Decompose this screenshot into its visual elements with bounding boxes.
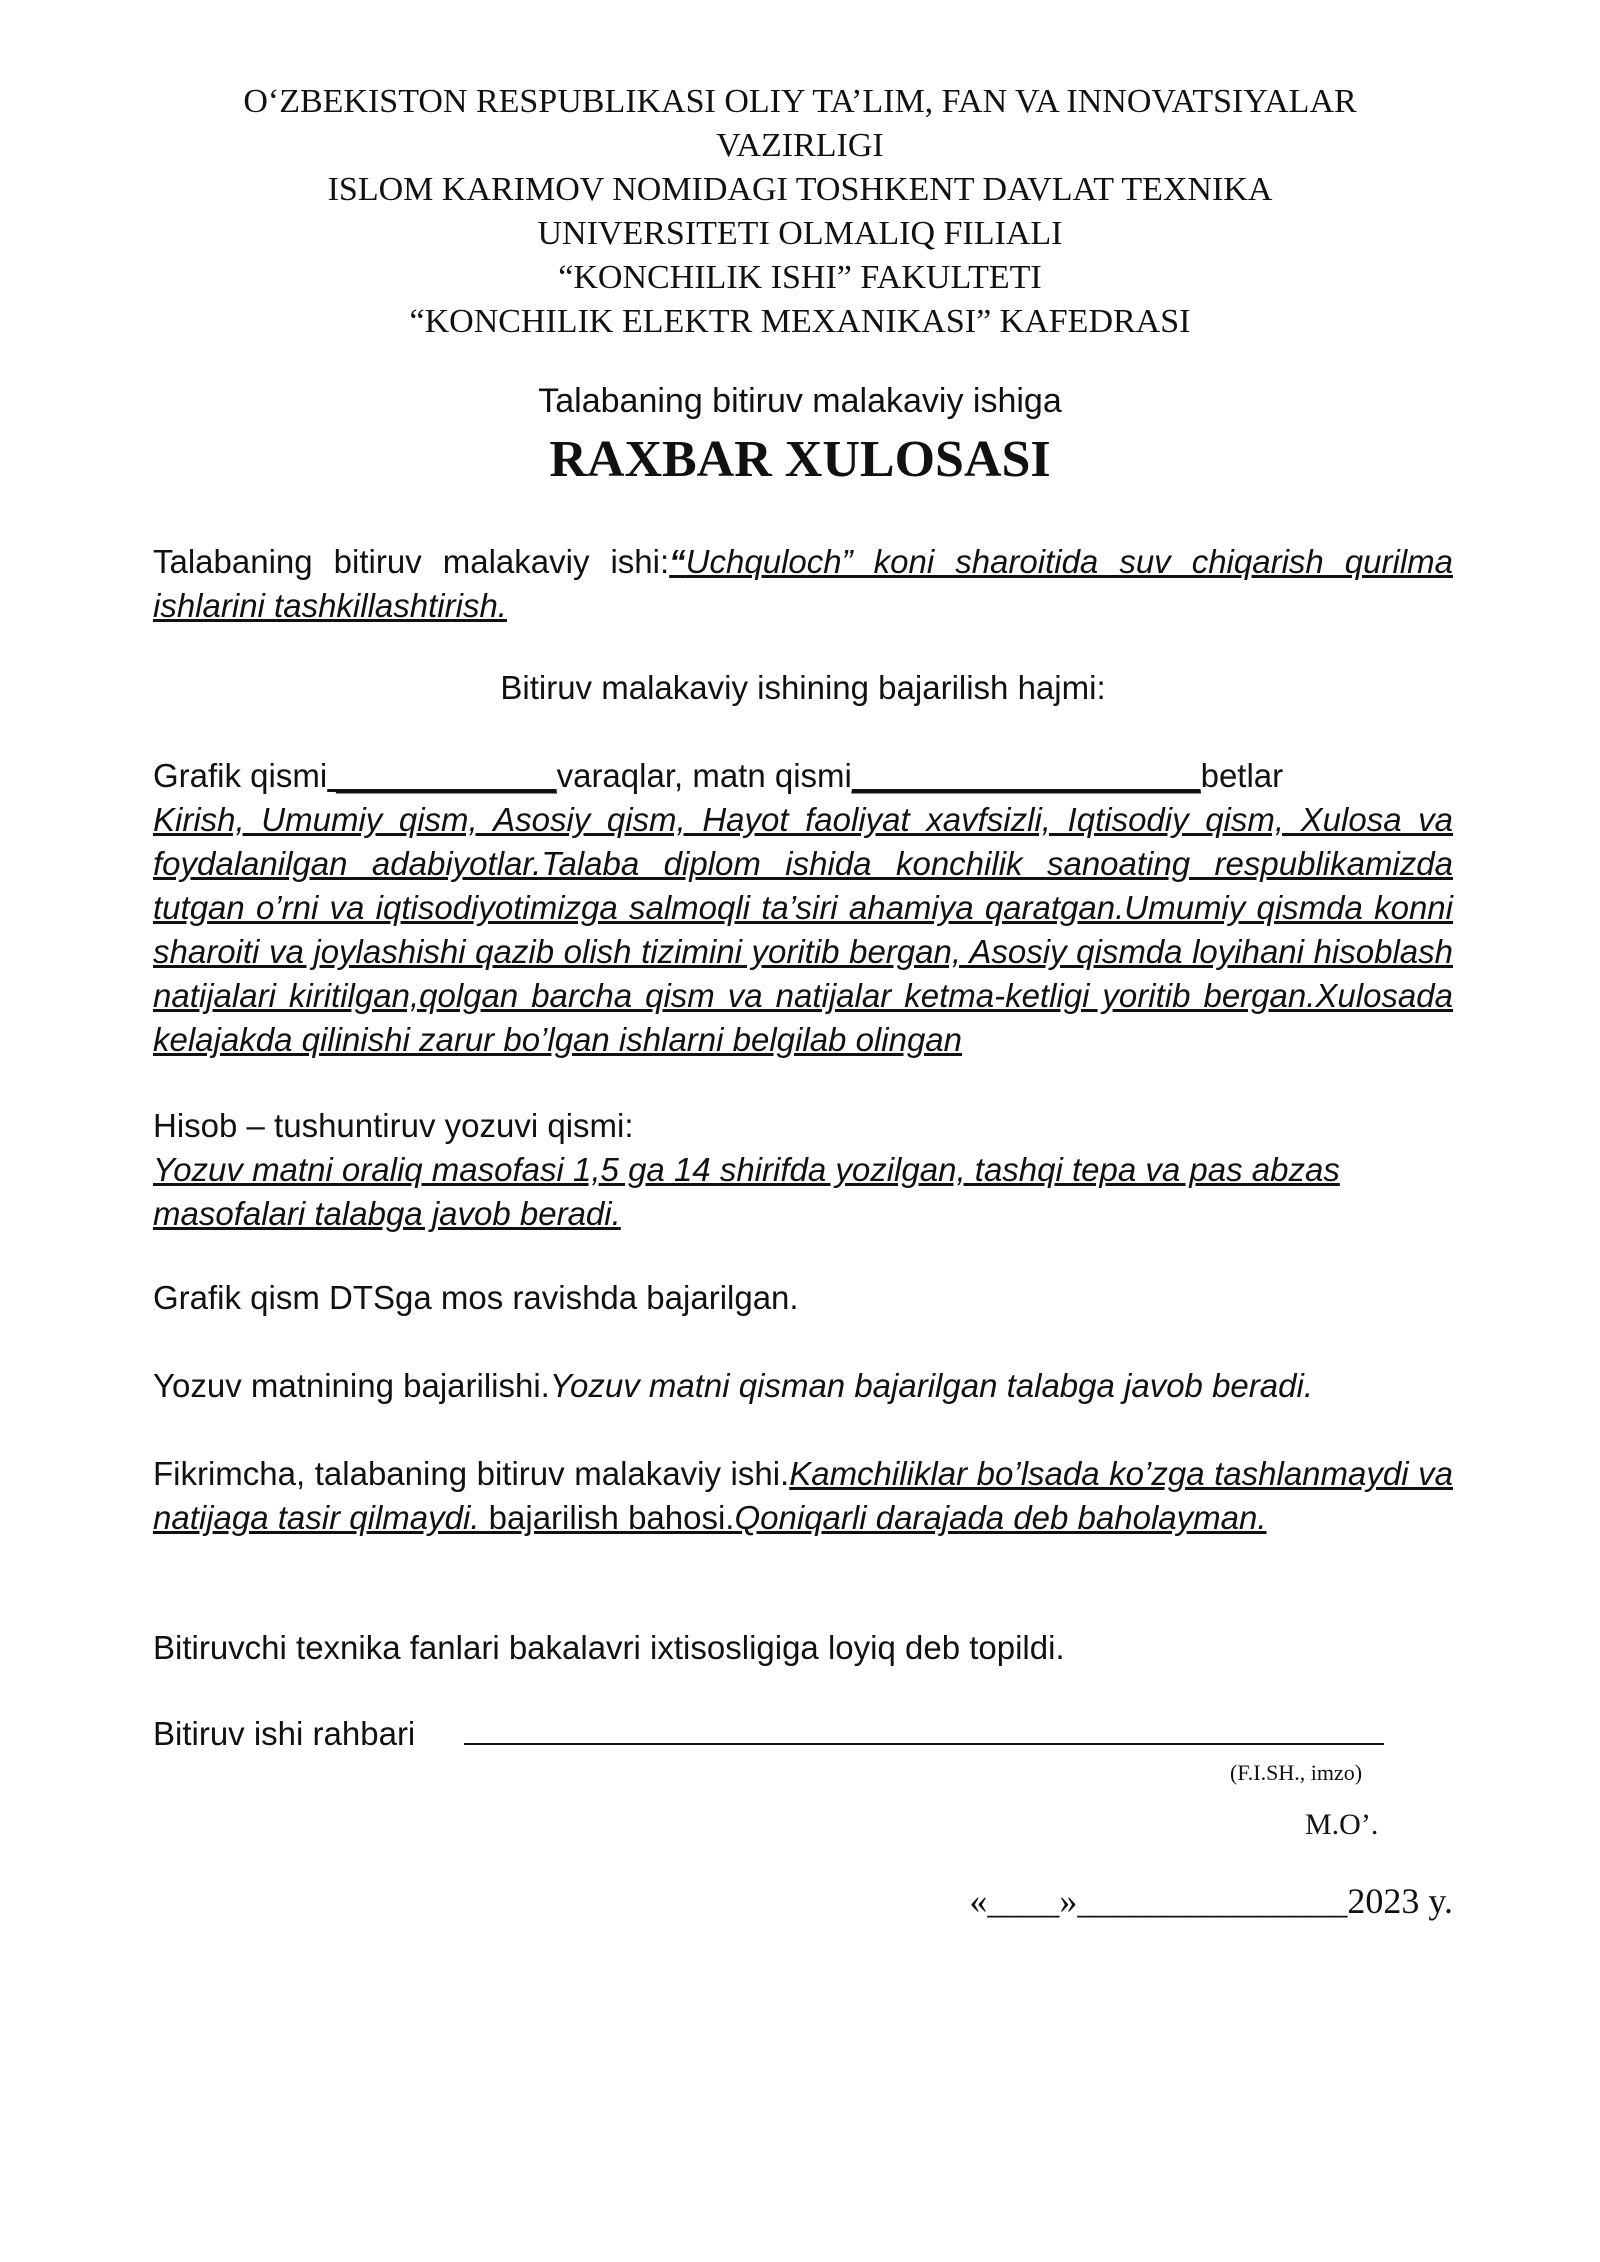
header-line-1: O‘ZBEKISTON RESPUBLIKASI OLIY TA’LIM, FAN VA INNOVATSIYALAR <box>243 83 1357 120</box>
signature-label: Bitiruv ishi rahbari <box>153 1715 416 1752</box>
header-line-5: “KONCHILIK ISHI” FAKULTETI <box>558 259 1042 296</box>
date-open-quote: « <box>969 1881 988 1921</box>
yozuv-value: Yozuv matni qisman bajarilgan talabga javob beradi. <box>549 1367 1313 1404</box>
opinion-label: Fikrimcha, talabaning bitiruv malakaviy ishi. <box>153 1455 790 1492</box>
hisob-paragraph <box>153 1104 1453 1236</box>
document-subtitle: Talabaning bitiruv malakaviy ishiga <box>538 382 1062 420</box>
grafik-label: Grafik qismi <box>153 757 328 794</box>
date-month-blank: _______________ <box>1077 1881 1348 1921</box>
signature-line <box>464 1715 1384 1745</box>
volume-paragraph <box>153 754 1453 1062</box>
work-topic-label: Talabaning bitiruv malakaviy ishi: <box>153 543 670 580</box>
opinion-value: Kamchiliklar bo’lsada ko’zga tashlanmaydi va natijaga tasir qilmaydi. <box>153 1455 1453 1536</box>
text-pages-blank: ___________________ <box>851 757 1201 794</box>
seal-mark: M.O’. <box>1305 1808 1379 1841</box>
header-line-3: ISLOM KARIMOV NOMIDAGI TOSHKENT DAVLAT TEXNIKA <box>327 171 1273 208</box>
work-topic-paragraph <box>153 540 1453 628</box>
header-line-2: VAZIRLIGI <box>716 127 884 164</box>
betlar-label: betlar <box>1200 757 1284 794</box>
yozuv-label: Yozuv matnining bajarilishi. <box>153 1367 550 1404</box>
volume-heading: Bitiruv malakaviy ishining bajarilish hajmi: <box>500 669 1106 706</box>
date-close-quote: » <box>1059 1881 1078 1921</box>
signature-caption: (F.I.SH., imzo) <box>1230 1760 1363 1785</box>
date-day-blank: ____ <box>987 1881 1060 1921</box>
hisob-value: Yozuv matni oraliq masofasi 1,5 ga 14 shirifda yozilgan, tashqi tepa va pas abzas masofalari talabga javob beradi. <box>153 1151 1340 1232</box>
header-line-4: UNIVERSITETI OLMALIQ FILIALI <box>537 215 1063 252</box>
grade-value: Qoniqarli darajada deb baholayman. <box>734 1499 1267 1536</box>
grafik-statement: Grafik qism DTSga mos ravishda bajarilgan. <box>153 1279 799 1316</box>
conclusion-statement: Bitiruvchi texnika fanlari bakalavri ixtisosligiga loyiq deb topildi. <box>153 1629 1065 1666</box>
date-line <box>969 1880 1453 1922</box>
signature-row <box>153 1712 1453 1756</box>
document-title: RAXBAR XULOSASI <box>549 431 1051 488</box>
work-topic-open-quote: “ <box>669 543 686 580</box>
opinion-paragraph <box>153 1452 1453 1540</box>
volume-line <box>153 754 1453 798</box>
header-line-6: “KONCHILIK ELEKTR MEXANIKASI” KAFEDRASI <box>409 303 1191 340</box>
varaqlar-label: varaqlar, matn qismi <box>556 757 852 794</box>
volume-description: Kirish, Umumiy qism, Asosiy qism, Hayot faoliyat xavfsizli, Iqtisodiy qism, Xulosa va foydalanilgan adabiyotlar.Talaba diplom ishida konchilik sanoating respublikamizda tutgan o’rni va iqtisodiyotimizga salmoqli ta’siri ahamiya qaratgan.Umumiy qismda konni sharoiti va joylashishi qazib olish tizimini yoritib bergan, Asosiy qismda loyihani hisoblash natijalari kiritilgan,qolgan barcha qism va natijalar ketma-ketligi yoritib bergan.Xulosada kelajakda qilinishi zarur bo’lgan ishlarni belgilab olingan <box>153 801 1453 1058</box>
yozuv-paragraph <box>153 1364 1453 1408</box>
date-year: 2023 y. <box>1347 1881 1453 1921</box>
grade-label: bajarilish bahosi. <box>479 1499 735 1536</box>
hisob-label: Hisob – tushuntiruv yozuvi qismi: <box>153 1107 634 1144</box>
institution-header <box>120 80 1480 344</box>
work-topic-value: Uchquloch” koni sharoitida suv chiqarish qurilma ishlarini tashkillashtirish. <box>153 543 1453 624</box>
grafik-sheets-blank: ____________ <box>327 757 557 794</box>
